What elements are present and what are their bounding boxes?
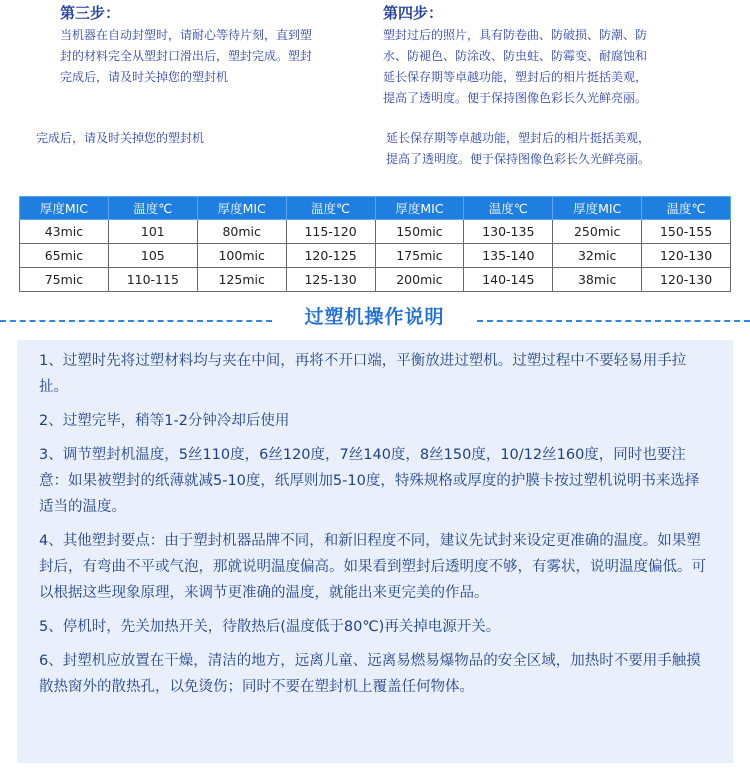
table-cell: 100mic	[197, 244, 286, 268]
table-cell: 175mic	[375, 244, 464, 268]
table-cell: 115-120	[286, 220, 375, 244]
step4-line: 水、防褪色、防涂改、防虫蛀、防霉变、耐腐蚀和	[383, 49, 648, 63]
divider-left	[0, 320, 272, 322]
table-row	[20, 220, 731, 244]
table-cell: 125-130	[286, 268, 375, 292]
step3-line: 当机器在自动封塑时，请耐心等待片刻，直到塑	[60, 28, 313, 42]
table-cell: 120-130	[642, 268, 731, 292]
instruction-item: 2、过塑完毕，稍等1-2分钟冷却后使用	[39, 413, 290, 429]
col-header-thickness: 厚度MIC	[20, 197, 109, 220]
table-cell: 101	[108, 220, 197, 244]
temperature-table	[19, 196, 731, 292]
table-cell: 120-130	[642, 244, 731, 268]
table-cell: 250mic	[553, 220, 642, 244]
col-header-temperature: 温度℃	[642, 197, 731, 220]
table-cell: 105	[108, 244, 197, 268]
instruction-item: 6、封塑机应放置在干燥，清洁的地方，远离儿童、远离易燃易爆物品的安全区域，加热时不要用手触摸散热窗外的散热孔，以免烫伤；同时不要在塑封机上覆盖任何物体。	[39, 653, 701, 695]
instructions-panel	[17, 340, 733, 763]
step4-line: 提高了透明度。便于保持图像色彩长久光鲜亮丽。	[383, 91, 648, 105]
table-cell: 150mic	[375, 220, 464, 244]
table-cell: 130-135	[464, 220, 553, 244]
step4-title: 第四步：	[383, 4, 444, 22]
col-header-thickness: 厚度MIC	[197, 197, 286, 220]
instruction-item: 4、其他塑封要点：由于塑封机器品牌不同，和新旧程度不同，建议先试封来设定更准确的温度。如果塑封后，有弯曲不平或气泡，那就说明温度偏高。如果看到塑封后透明度不够，有雾状，说明温度偏低。可以根据这些现象原理，来调节更准确的温度，就能出来更完美的作品。	[39, 533, 706, 601]
table-cell: 65mic	[20, 244, 109, 268]
table-cell: 38mic	[553, 268, 642, 292]
divider-right	[477, 320, 750, 322]
col-header-thickness: 厚度MIC	[553, 197, 642, 220]
table-cell: 75mic	[20, 268, 109, 292]
table-cell: 32mic	[553, 244, 642, 268]
col-header-temperature: 温度℃	[108, 197, 197, 220]
instruction-item: 1、过塑时先将过塑材料均与夹在中间，再将不开口端，平衡放进过塑机。过塑过程中不要轻易用手拉扯。	[39, 353, 687, 395]
table-cell: 140-145	[464, 268, 553, 292]
section-title: 过塑机操作说明	[304, 306, 445, 328]
section-header	[0, 302, 750, 332]
steps-area	[0, 0, 750, 190]
table-cell: 125mic	[197, 268, 286, 292]
step4-line: 塑封过后的照片，具有防卷曲、防破损、防潮、防	[383, 28, 648, 42]
step3-title: 第三步：	[60, 4, 121, 22]
step4-note-line: 提高了透明度。便于保持图像色彩长久光鲜亮丽。	[386, 152, 651, 166]
table-cell: 135-140	[464, 244, 553, 268]
table-row	[20, 244, 731, 268]
table-cell: 110-115	[108, 268, 197, 292]
table-header-row	[20, 197, 731, 220]
step4-note	[386, 128, 726, 170]
step3-line: 封的材料完全从塑封口滑出后，塑封完成。塑封	[60, 49, 313, 63]
step4-note-line: 延长保存期等卓越功能，塑封后的相片挺括美观，	[386, 131, 651, 145]
table-cell: 120-125	[286, 244, 375, 268]
step3-note: 完成后，请及时关掉您的塑封机	[36, 131, 205, 145]
col-header-thickness: 厚度MIC	[375, 197, 464, 220]
step4-line: 延长保存期等卓越功能，塑封后的相片挺括美观，	[383, 70, 648, 84]
col-header-temperature: 温度℃	[286, 197, 375, 220]
step4-text	[383, 25, 723, 109]
instruction-item: 5、停机时，先关加热开关，待散热后(温度低于80℃)再关掉电源开关。	[39, 619, 501, 635]
instruction-item: 3、调节塑封机温度，5丝110度，6丝120度，7丝140度，8丝150度，10/12丝160度，同时也要注意：如果被塑封的纸薄就减5-10度，纸厚则加5-10度，特殊规格或厚度的护膜卡按过塑机说明书来选择适当的温度。	[39, 447, 700, 515]
table-cell: 43mic	[20, 220, 109, 244]
table-row	[20, 268, 731, 292]
step3-text	[60, 25, 360, 88]
table-cell: 150-155	[642, 220, 731, 244]
table-cell: 200mic	[375, 268, 464, 292]
table-cell: 80mic	[197, 220, 286, 244]
col-header-temperature: 温度℃	[464, 197, 553, 220]
step3-line: 完成后，请及时关掉您的塑封机	[60, 70, 229, 84]
